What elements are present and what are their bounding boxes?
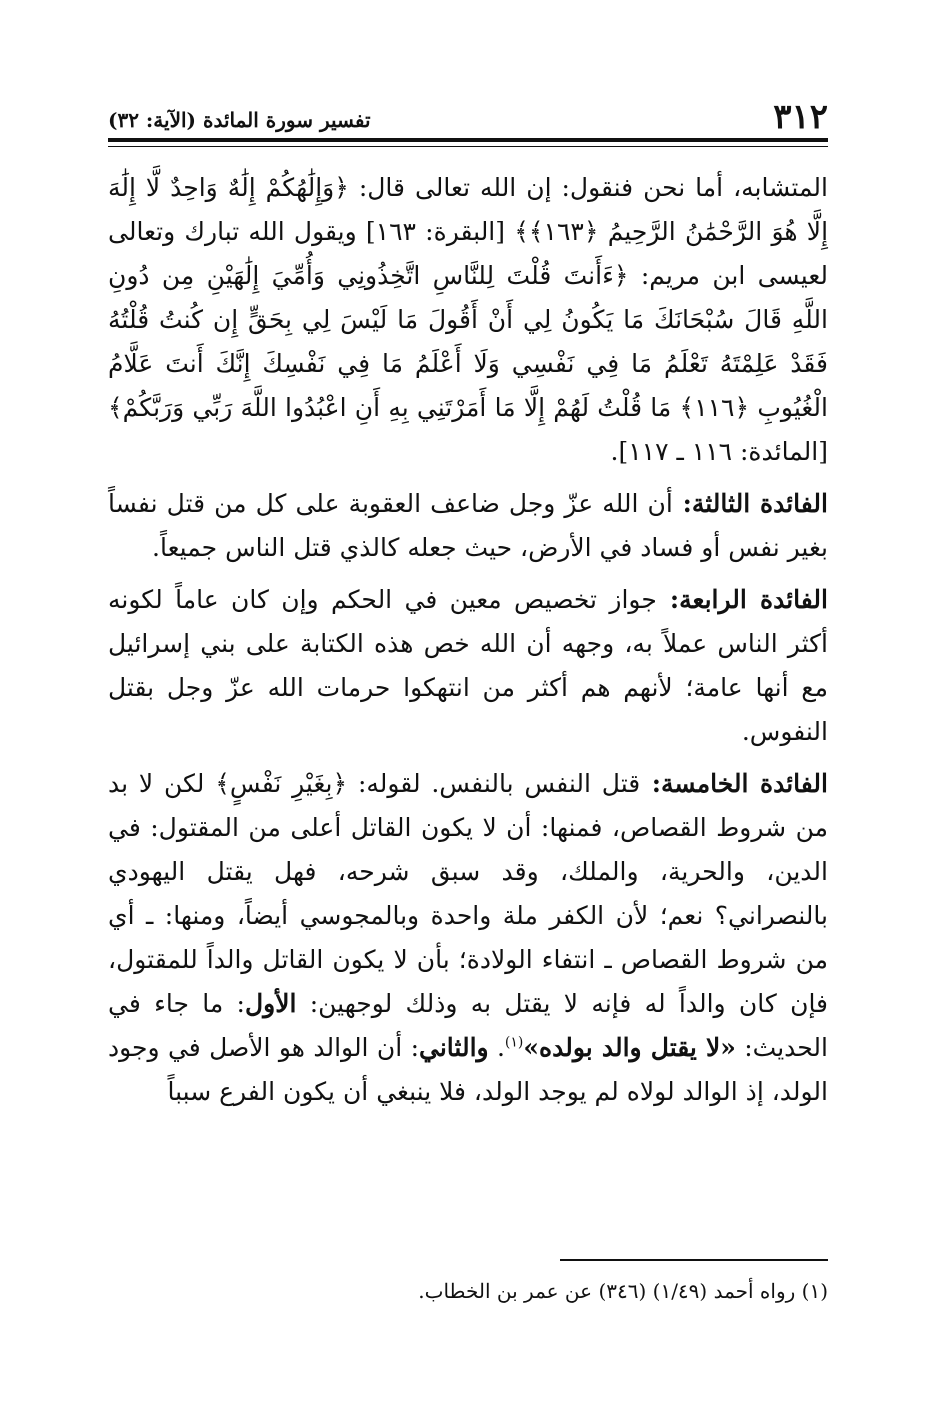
p4-text-3: : ما جاء في الحديث:	[108, 989, 828, 1062]
reason-1-label: الأول	[244, 989, 297, 1018]
quran-quote-3: ﴿بِغَيْرِ نَفْسٍ﴾	[215, 769, 348, 798]
p1-text-2: [البقرة: ١٦٣] ويقول الله تبارك وتعالى لعيسى ابن مريم:	[108, 217, 828, 290]
paragraph-2	[108, 482, 828, 570]
hadith-quote: «لا يقتل والد بولده»	[523, 1033, 736, 1062]
header-rule-thin	[108, 146, 828, 147]
p1-text-1: المتشابه، أما نحن فنقول: إن الله تعالى قال:	[348, 173, 828, 202]
footnote-ref: (١)	[504, 1034, 524, 1051]
paragraph-1	[108, 166, 828, 474]
benefit-4-label: الفائدة الرابعة:	[656, 585, 828, 614]
page-header	[108, 86, 828, 137]
p4-text-5: : أن الوالد هو الأصل في وجود الولد، إذ الوالد لولاه لم يوجد الولد، فلا ينبغي أن يكون الفرع سبباً	[108, 1033, 828, 1106]
quran-quote-1: ﴿وَإِلَٰهُكُمْ إِلَٰهٌ وَاحِدٌ لَّا إِلَٰهَ إِلَّا هُوَ الرَّحْمَٰنُ الرَّحِيمُ ﴿١٦٣﴾﴾	[108, 173, 829, 246]
p4-text-2: لكن لا بد من شروط القصاص، فمنها: أن لا يكون القاتل أعلى من المقتول: في الدين، والحرية، والملك، وقد سبق شرحه، فهل يقتل اليهودي بالنصراني؟ نعم؛ لأن الكفر ملة واحدة وبالمجوسي أيضاً، ومنها: ـ أي من شروط القصاص ـ انتفاء الولادة؛ بأن لا يكون القاتل والداً للمقتول، فإن كان والداً له فإنه لا يقتل به وذلك لوجهين:	[108, 769, 829, 1018]
footnote-rule	[560, 1259, 828, 1261]
page-number: ٣١٢	[773, 97, 828, 137]
benefit-5-label: الفائدة الخامسة:	[640, 769, 828, 798]
page-body	[108, 166, 828, 1114]
benefit-4-text: جواز تخصيص معين في الحكم وإن كان عاماً لكونه أكثر الناس عملاً به، وجهه أن الله خص هذه الكتابة على بني إسرائيل مع أنها عامة؛ لأنهم هم أكثر من انتهكوا حرمات الله عزّ وجل بقتل النفوس.	[108, 585, 828, 746]
paragraph-3	[108, 578, 828, 754]
quran-quote-2: ﴿ءَأَنتَ قُلْتَ لِلنَّاسِ اتَّخِذُونِي وَأُمِّيَ إِلَٰهَيْنِ مِن دُونِ اللَّهِ قَالَ سُبْحَانَكَ مَا يَكُونُ لِي أَنْ أَقُولَ مَا لَيْسَ لِي بِحَقٍّ إِن كُنتُ قُلْتُهُ فَقَدْ عَلِمْتَهُ تَعْلَمُ مَا فِي نَفْسِي وَلَا أَعْلَمُ مَا فِي نَفْسِكَ إِنَّكَ أَنتَ عَلَّامُ الْغُيُوبِ ﴿١١٦﴾ مَا قُلْتُ لَهُمْ إِلَّا مَا أَمَرْتَنِي بِهِ أَنِ اعْبُدُوا اللَّهَ رَبِّي وَرَبَّكُمْ﴾	[108, 261, 828, 422]
p4-text-1: قتل النفس بالنفس. لقوله:	[347, 769, 641, 798]
header-rule-thick	[108, 138, 828, 142]
benefit-3-text: أن الله عزّ وجل ضاعف العقوبة على كل من قتل نفساً بغير نفس أو فساد في الأرض، حيث جعله كالذي قتل الناس جميعاً.	[108, 489, 828, 562]
p4-text-4: .	[488, 1033, 505, 1062]
benefit-3-label: الفائدة الثالثة:	[672, 489, 828, 518]
paragraph-4	[108, 762, 828, 1114]
reason-2-label: والثاني	[419, 1033, 489, 1062]
footnote: (١) رواه أحمد (١/٤٩) (٣٤٦) عن عمر بن الخطاب.	[418, 1279, 828, 1303]
p1-text-3: [المائدة: ١١٦ ـ ١١٧].	[610, 437, 828, 466]
running-title: تفسير سورة المائدة (الآية: ٣٢)	[108, 108, 371, 132]
